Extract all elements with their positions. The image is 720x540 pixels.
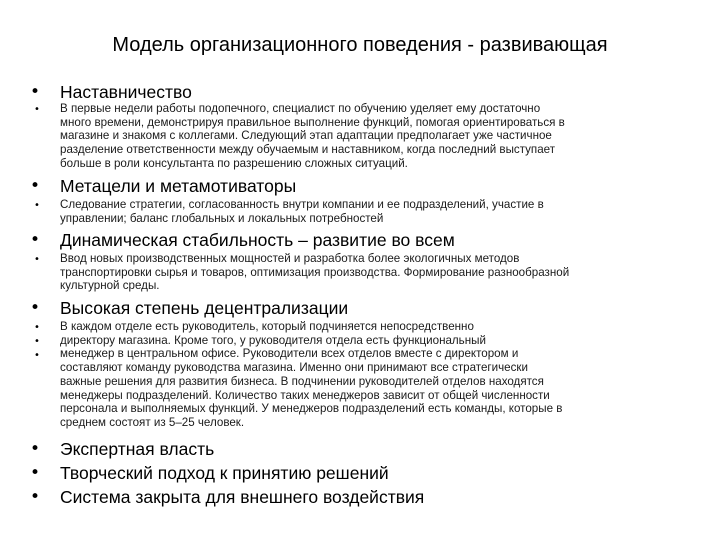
bullet-icon: •: [30, 463, 41, 483]
bullet-icon: •: [30, 439, 41, 459]
body-line: больше в роли консультанта по разрешению сложных ситуаций.: [60, 156, 408, 170]
bullet-icon: •: [34, 322, 40, 333]
body-line: персонала и выполняемых функций. У менеджеров подразделений есть команды, которые в: [60, 402, 563, 416]
body-line: среднем состоят из 5–25 человек.: [60, 415, 245, 429]
bullet-icon: •: [30, 298, 41, 318]
body-line: В первые недели работы подопечного, специалист по обучению уделяет ему достаточно: [60, 102, 541, 115]
body-line: Следование стратегии, согласованность внутри компании и ее подразделений, участие в: [60, 198, 544, 211]
body-line: Ввод новых производственных мощностей и разработка более экологичных методов: [60, 252, 520, 265]
body-line: В каждом отделе есть руководитель, который подчиняется непосредственно: [60, 320, 474, 333]
body-line: транспортировки сырья и товаров, оптимизация производства. Формирование разнообразной: [60, 265, 570, 279]
body-line: важные решения для развития бизнеса. В подчинении руководителей отделов находятся: [60, 374, 544, 388]
section-body-decentralization: [60, 320, 710, 430]
section-body-metagoals: [60, 198, 710, 225]
bullet-icon: •: [30, 176, 41, 196]
bullet-icon: •: [30, 82, 41, 102]
section-body-dynamic-stability: [60, 252, 710, 293]
bullet-icon: •: [30, 230, 41, 250]
section-heading-mentoring: Наставничество: [60, 82, 192, 102]
bullet-icon: •: [30, 487, 41, 507]
section-heading-metagoals: Метацели и метамотиваторы: [60, 176, 297, 196]
bullet-icon: •: [34, 254, 40, 265]
body-line: менеджеры подразделений. Количество таких менеджеров зависит от общей численности: [60, 388, 550, 402]
body-line: менеджер в центральном офисе. Руководители всех отделов вместе с директором и: [60, 347, 519, 361]
bullet-icon: •: [34, 200, 40, 211]
body-line: составляют команду руководства магазина. Именно они принимают все стратегически: [60, 361, 528, 375]
bullet-icon: •: [34, 350, 40, 361]
body-line: много времени, демонстрируя правильное выполнение функций, помогая ориентироваться в: [60, 115, 565, 129]
bullet-icon: •: [34, 104, 40, 115]
section-heading-decentralization: Высокая степень децентрализации: [60, 298, 349, 318]
final-item-expert-power: Экспертная власть: [60, 439, 215, 459]
body-line: культурной среды.: [60, 279, 160, 293]
slide-title: Модель организационного поведения - развивающая: [112, 34, 608, 56]
section-body-mentoring: [60, 102, 710, 171]
bullet-icon: •: [34, 336, 40, 347]
final-item-creative-approach: Творческий подход к принятию решений: [60, 463, 389, 483]
body-line: управлении; баланс глобальных и локальных потребностей: [60, 211, 384, 225]
body-line: разделение ответственности между обучаемым и наставником, когда последний выступает: [60, 143, 556, 157]
body-line: магазине и знакомя с коллегами. Следующий этап адаптации предполагает уже частичное: [60, 129, 552, 143]
body-line: директору магазина. Кроме того, у руководителя отдела есть функциональный: [60, 333, 486, 347]
section-heading-dynamic-stability: Динамическая стабильность – развитие во всем: [60, 230, 455, 250]
final-item-closed-system: Система закрыта для внешнего воздействия: [60, 487, 425, 507]
